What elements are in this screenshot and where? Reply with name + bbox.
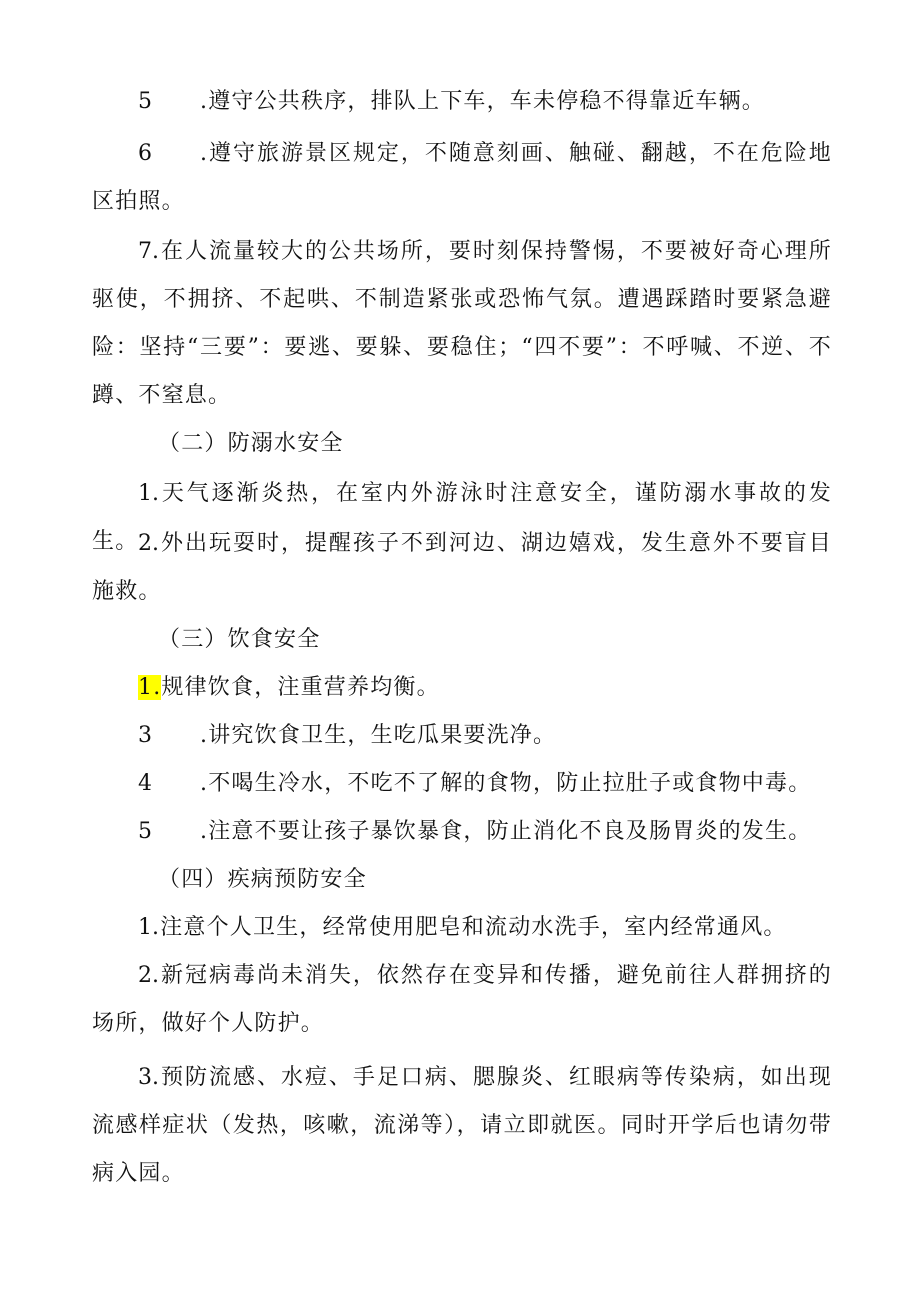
item-number: 5 (138, 89, 154, 114)
item-3-food-hygiene (92, 712, 832, 760)
item-number: 1 (138, 481, 154, 506)
item-number: 2 (138, 531, 154, 556)
item-text: .不喝生冷水，不吃不了解的食物，防止拉肚子或食物中毒。 (200, 771, 812, 796)
item-text: .遵守公共秩序，排队上下车，车未停稳不得靠近车辆。 (200, 89, 765, 114)
item-text: .讲究饮食卫生，生吃瓜果要洗净。 (200, 723, 557, 748)
item-number: 3 (138, 1065, 154, 1090)
item-text: .注意不要让孩子暴饮暴食，防止消化不良及肠胃炎的发生。 (200, 819, 812, 844)
item-2-covid (92, 952, 832, 1048)
section-heading-drowning: （二）防溺水安全 (158, 431, 344, 456)
item-7-crowd-safety (92, 228, 832, 420)
item-3-infectious-disease (92, 1054, 832, 1198)
item-number-highlighted: 1. (138, 675, 162, 700)
item-2-outdoor-play (92, 520, 832, 616)
item-1-hygiene (92, 904, 832, 952)
item-text: .注意个人卫生，经常使用肥皂和流动水洗手，室内经常通风。 (152, 915, 787, 940)
item-number: 2 (138, 963, 154, 988)
item-text: .遵守旅游景区规定，不随意刻画、触碰、翻越，不在危险地区拍照。 (92, 141, 832, 214)
item-number: 7 (138, 239, 154, 264)
item-number: 1 (138, 915, 154, 940)
item-number: 5 (138, 819, 154, 844)
section-heading-food: （三）饮食安全 (158, 627, 321, 652)
item-5-public-order (92, 78, 832, 126)
item-number: 4 (138, 771, 154, 796)
item-5-overeating (92, 808, 832, 856)
item-number: 3 (138, 723, 154, 748)
item-number: 6 (138, 141, 154, 166)
item-text: 规律饮食，注重营养均衡。 (161, 675, 440, 700)
item-1-regular-diet (92, 664, 832, 712)
item-text: .在人流量较大的公共场所，要时刻保持警惕，不要被好奇心理所驱使，不拥挤、不起哄、不制造紧张或恐怖气氛。遭遇踩踏时要紧急避险：坚持“三要”：要逃、要躲、要稳住；“四不要”：不呼喊、不逆、不蹲、不窒息。 (92, 239, 832, 408)
item-text: .外出玩耍时，提醒孩子不到河边、湖边嬉戏，发生意外不要盲目施救。 (92, 531, 832, 604)
item-4-cold-water (92, 760, 832, 808)
item-text: .预防流感、水痘、手足口病、腮腺炎、红眼病等传染病，如出现流感样症状（发热，咳嗽，流涕等），请立即就医。同时开学后也请勿带病入园。 (92, 1065, 832, 1186)
section-heading-disease: （四）疾病预防安全 (158, 867, 367, 892)
item-text: .新冠病毒尚未消失，依然存在变异和传播，避免前往人群拥挤的场所，做好个人防护。 (92, 963, 832, 1036)
item-6-scenic-rules (92, 130, 832, 226)
item-text: .天气逐渐炎热，在室内外游泳时注意安全，谨防溺水事故的发生。 (92, 481, 832, 554)
